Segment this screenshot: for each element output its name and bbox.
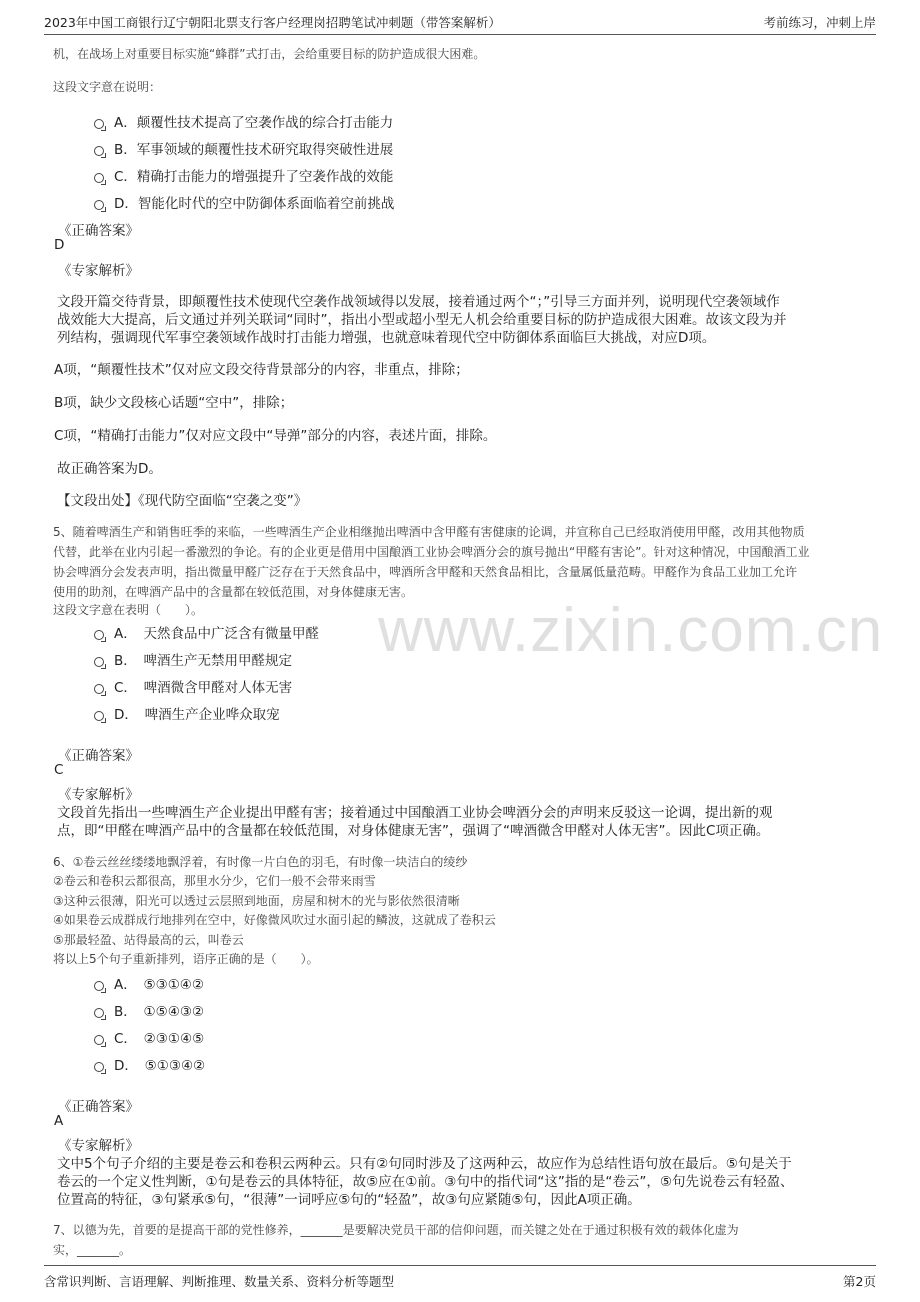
q6-stem-line: ③这种云很薄，阳光可以透过云层照到地面，房屋和树木的光与影依然很清晰 (53, 894, 460, 908)
document-title: 2023年中国工商银行辽宁朝阳北票支行客户经理岗招聘笔试冲刺题（带答案解析） (44, 15, 501, 30)
page-header (44, 10, 876, 35)
page-number: 第2页 (843, 1274, 876, 1289)
q6-answer-label: 《正确答案》 (58, 1099, 139, 1115)
radio-icon[interactable] (94, 981, 104, 991)
q6-prompt: 将以上5个句子重新排列，语序正确的是（ ）。 (53, 952, 319, 966)
q5-prompt: 这段文字意在表明（ ）。 (53, 603, 204, 617)
page-footer (44, 1265, 876, 1294)
q4-analysis-label: 《专家解析》 (58, 263, 139, 279)
radio-icon[interactable] (94, 657, 104, 667)
q6-stem-line: 6、①卷云丝丝缕缕地飘浮着，有时像一片白色的羽毛，有时像一块洁白的绫纱 (53, 855, 468, 869)
q7-stem-line: 7、以德为先，首要的是提高干部的党性修养，_______是要解决党员干部的信仰问题，而关键之处在于通过积极有效的载体化虚为 (53, 1223, 739, 1237)
q4-option-a[interactable]: A．颠覆性技术提高了空袭作战的综合打击能力 (94, 111, 393, 131)
q6-stem-line: ④如果卷云成群成行地排列在空中，好像微风吹过水面引起的鳞波，这就成了卷积云 (53, 913, 496, 927)
q6-option-d[interactable]: D． ⑤①③④② (94, 1054, 205, 1074)
q5-answer-label: 《正确答案》 (58, 748, 139, 764)
radio-icon[interactable] (94, 630, 104, 640)
q5-stem-line: 协会啤酒分会发表声明，指出微量甲醛广泛存在于天然食品中，啤酒所含甲醛和天然食品相比，含量属低量范畴。甲醛作为食品工业加工允许 (53, 565, 798, 579)
q6-stem-line: ②卷云和卷积云都很高，那里水分少，它们一般不会带来雨雪 (53, 874, 376, 888)
q5-stem-line: 代替，此举在业内引起一番激烈的争论。有的企业更是借用中国酿酒工业协会啤酒分会的旗号抛出“甲醛有害论”。针对这种情况，中国酿酒工业 (53, 545, 810, 559)
q4-note-c: C项，“精确打击能力”仅对应文段中“导弹”部分的内容，表述片面，排除。 (54, 428, 497, 444)
radio-icon[interactable] (94, 1035, 104, 1045)
q4-conclusion: 故正确答案为D。 (57, 461, 162, 477)
header-tag: 考前练习，冲刺上岸 (763, 15, 876, 30)
q6-stem-line: ⑤那最轻盈、站得最高的云，叫卷云 (53, 933, 244, 947)
q6-option-c[interactable]: C． ②③①④⑤ (94, 1027, 204, 1047)
q6-analysis-line: 位置高的特征，③句紧承⑤句，“很薄”一词呼应⑤句的“轻盈”，故③句应紧随⑤句，因此A项正确。 (57, 1192, 641, 1208)
q4-note-b: B项，缺少文段核心话题“空中”，排除； (54, 395, 294, 411)
q5-option-a[interactable]: A． 天然食品中广泛含有微量甲醛 (94, 622, 319, 642)
q4-option-c[interactable]: C．精确打击能力的增强提升了空袭作战的效能 (94, 165, 393, 185)
radio-icon[interactable] (94, 146, 104, 156)
q5-option-b[interactable]: B． 啤酒生产无禁用甲醛规定 (94, 649, 292, 669)
radio-icon[interactable] (94, 119, 104, 129)
radio-icon[interactable] (94, 1062, 104, 1072)
q4-note-a: A项，“颠覆性技术”仅对应文段交待背景部分的内容，非重点，排除； (54, 362, 469, 378)
q5-answer: C (54, 762, 64, 778)
q4-prompt: 这段文字意在说明： (53, 80, 162, 94)
q6-analysis-line: 文中5个句子介绍的主要是卷云和卷积云两种云。只有②句同时涉及了这两种云，故应作为总结性语句放在最后。⑤句是关于 (57, 1156, 792, 1172)
q5-stem-line: 5、随着啤酒生产和销售旺季的来临，一些啤酒生产企业相继抛出啤酒中含甲醛有害健康的论调，并宣称自己已经取消使用甲醛，改用其他物质 (53, 525, 805, 539)
q4-answer: D (54, 237, 65, 253)
q5-analysis-line: 文段首先指出一些啤酒生产企业提出甲醛有害；接着通过中国酿酒工业协会啤酒分会的声明来反驳这一论调，提出新的观 (57, 805, 773, 821)
q4-analysis-line: 文段开篇交待背景，即颠覆性技术使现代空袭作战领域得以发展，接着通过两个“；”引导三方面并列，说明现代空袭领域作 (57, 294, 780, 310)
q4-option-b[interactable]: B．军事领域的颠覆性技术研究取得突破性进展 (94, 138, 393, 158)
q4-analysis-line: 战效能大大提高，后文通过并列关联词“同时”，指出小型或超小型无人机会给重要目标的防护造成很大困难。故该文段为并 (57, 312, 787, 328)
q6-option-b[interactable]: B． ①⑤④③② (94, 1000, 204, 1020)
radio-icon[interactable] (94, 711, 104, 721)
q5-option-d[interactable]: D． 啤酒生产企业哗众取宠 (94, 703, 280, 723)
q4-stem-tail: 机，在战场上对重要目标实施“蜂群”式打击，会给重要目标的防护造成很大困难。 (53, 47, 486, 61)
q4-option-d[interactable]: D．智能化时代的空中防御体系面临着空前挑战 (94, 192, 394, 212)
q4-analysis-line: 列结构，强调现代军事空袭领域作战时打击能力增强，也就意味着现代空中防御体系面临巨大挑战，对应D项。 (57, 330, 716, 346)
q4-answer-label: 《正确答案》 (58, 223, 139, 239)
q4-source: 【文段出处】《现代防空面临“空袭之变”》 (57, 493, 308, 509)
radio-icon[interactable] (94, 1008, 104, 1018)
q6-answer: A (54, 1113, 64, 1129)
radio-icon[interactable] (94, 684, 104, 694)
q5-analysis-line: 点，即“甲醛在啤酒产品中的含量都在较低范围，对身体健康无害”，强调了“啤酒微含甲醛对人体无害”。因此C项正确。 (57, 823, 770, 839)
q6-analysis-line: 卷云的一个定义性判断，①句是卷云的具体特征，故⑤应在①前。③句中的指代词“这”指的是“卷云”，⑤句先说卷云有轻盈、 (57, 1174, 794, 1190)
q5-option-c[interactable]: C． 啤酒微含甲醛对人体无害 (94, 676, 292, 696)
radio-icon[interactable] (94, 200, 104, 210)
q5-analysis-label: 《专家解析》 (58, 787, 139, 803)
q7-stem-line: 实，_______。 (53, 1243, 132, 1257)
q5-stem-line: 使用的助剂，在啤酒产品中的含量都在较低范围，对身体健康无害。 (53, 585, 414, 599)
q6-option-a[interactable]: A． ⑤③①④② (94, 973, 204, 993)
footer-note: 含常识判断、言语理解、判断推理、数量关系、资料分析等题型 (44, 1274, 395, 1289)
radio-icon[interactable] (94, 173, 104, 183)
watermark: www.zixin.com.cn (378, 596, 884, 665)
q6-analysis-label: 《专家解析》 (58, 1138, 139, 1154)
